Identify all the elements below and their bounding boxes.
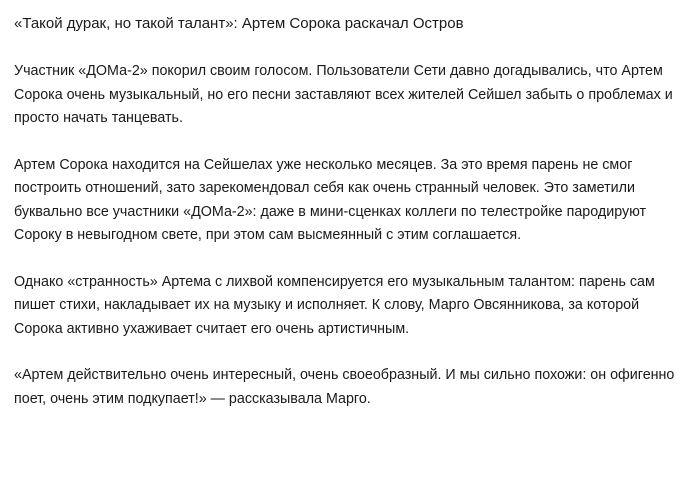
- article-paragraph: Участник «ДОМа-2» покорил своим голосом. Пользователи Сети давно догадывались, что Артем Сорока очень музыкальный, но его песни заставляют всех жителей Сейшел забыть о проблемах и просто начать танцевать.: [14, 63, 673, 126]
- article-paragraph: Артем Сорока находится на Сейшелах уже несколько месяцев. За это время парень не смог построить отношений, зато зарекомендовал себя как очень странный человек. Это заметили буквально все участники «ДОМа-2»: даже в мини-сценках коллеги по телестройке пародируют Сороку в невыгодном свете, при этом сам высмеянный с этим соглашается.: [14, 156, 647, 243]
- article-paragraph: Однако «странность» Артема с лихвой компенсируется его музыкальным талантом: парень сам пишет стихи, накладывает их на музыку и исполняет. К слову, Марго Овсянникова, за которой Сорока активно ухаживает считает его очень артистичным.: [14, 273, 655, 337]
- page-title: «Такой дурак, но такой талант»: Артем Сорока раскачал Остров: [14, 15, 464, 32]
- article-quote-paragraph: «Артем действительно очень интересный, очень своеобразный. И мы сильно похожи: он офигенно поет, очень этим подкупает!» — рассказывала Марго.: [14, 367, 675, 407]
